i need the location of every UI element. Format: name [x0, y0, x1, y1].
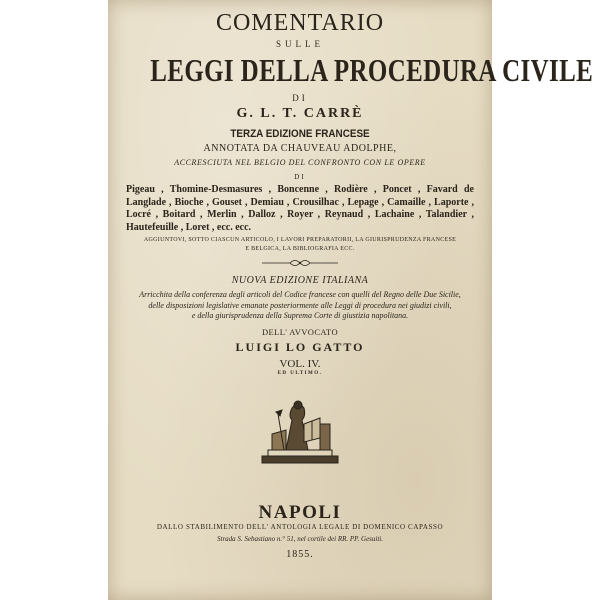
augmented-line: ACCRESCIUTA NEL BELGIO DEL CONFRONTO CON LE OPERE — [174, 158, 426, 167]
title-page — [108, 0, 594, 600]
title-comentario: COMENTARIO — [215, 10, 385, 36]
author-name: G. L. T. CARRÈ — [236, 106, 364, 121]
city-name: NAPOLI — [258, 502, 342, 523]
ed-ultimo: ED ULTIMO. — [277, 371, 323, 376]
authors-list: Pigeau , Thomine-Desmasures , Boncenne , Rodière , Poncet , Favard de Langlade , Bioche , Gouset , Demiau , Crousilhac , Lepage , Camaille , Laporte , Locré , Boitard , Merlin , Dalloz , Royer , Reynaud , Lachaine , Talandier , Hautefeuille , Loret , ecc. ecc. — [126, 184, 474, 233]
enriched-block — [128, 290, 472, 322]
publication-year: 1855. — [286, 549, 314, 560]
address-line: Strada S. Sebastiano n.° 51, nel cortile dei RR. PP. Gesuiti. — [217, 535, 383, 543]
title-di: DI — [292, 93, 308, 103]
volume-number: VOL. IV. — [279, 358, 321, 370]
rule-ornament-icon — [260, 258, 340, 268]
enriched-line-3: e della giurisprudenza della Suprema Corte di giustizia napolitana. — [191, 311, 409, 320]
title-main: LEGGI DELLA PROCEDURA CIVILE — [150, 52, 594, 88]
aggiuntovi-block — [130, 236, 470, 254]
enriched-line-1: Arricchita della conferenza degli articoli del Codice francese con quelli del Regno delle Due Sicilie, — [139, 290, 461, 299]
annotated-by-line: ANNOTATA DA CHAUVEAU ADOLPHE, — [203, 143, 397, 154]
printer-line: DALLO STABILIMENTO DELL' ANTOLOGIA LEGALE DI DOMENICO CAPASSO — [156, 523, 444, 531]
lawyer-name: LUIGI LO GATTO — [235, 340, 365, 354]
di-line: DI — [294, 173, 306, 181]
enriched-line-2: delle disposizioni legislative emanate posteriormente alle Leggi di procedura nei giudizi civili, — [148, 300, 452, 310]
new-italian-edition: NUOVA EDIZIONE ITALIANA — [231, 275, 369, 286]
dell-avvocato: DELL' AVVOCATO — [261, 327, 338, 337]
aggiuntovi-line-2: E BELGICA, LA BIBLIOGRAFIA ECC. — [245, 246, 355, 252]
edition-line: TERZA EDIZIONE FRANCESE — [230, 128, 370, 140]
title-sulle: SULLE — [276, 39, 324, 49]
allegorical-figure-vignette-icon — [258, 394, 342, 466]
aggiuntovi-line-1: AGGIUNTOVI, SOTTO CIASCUN ARTICOLO, I LAVORI PREPARATORII, LA GIURISPRUDENZA FRANCESE — [143, 237, 457, 243]
